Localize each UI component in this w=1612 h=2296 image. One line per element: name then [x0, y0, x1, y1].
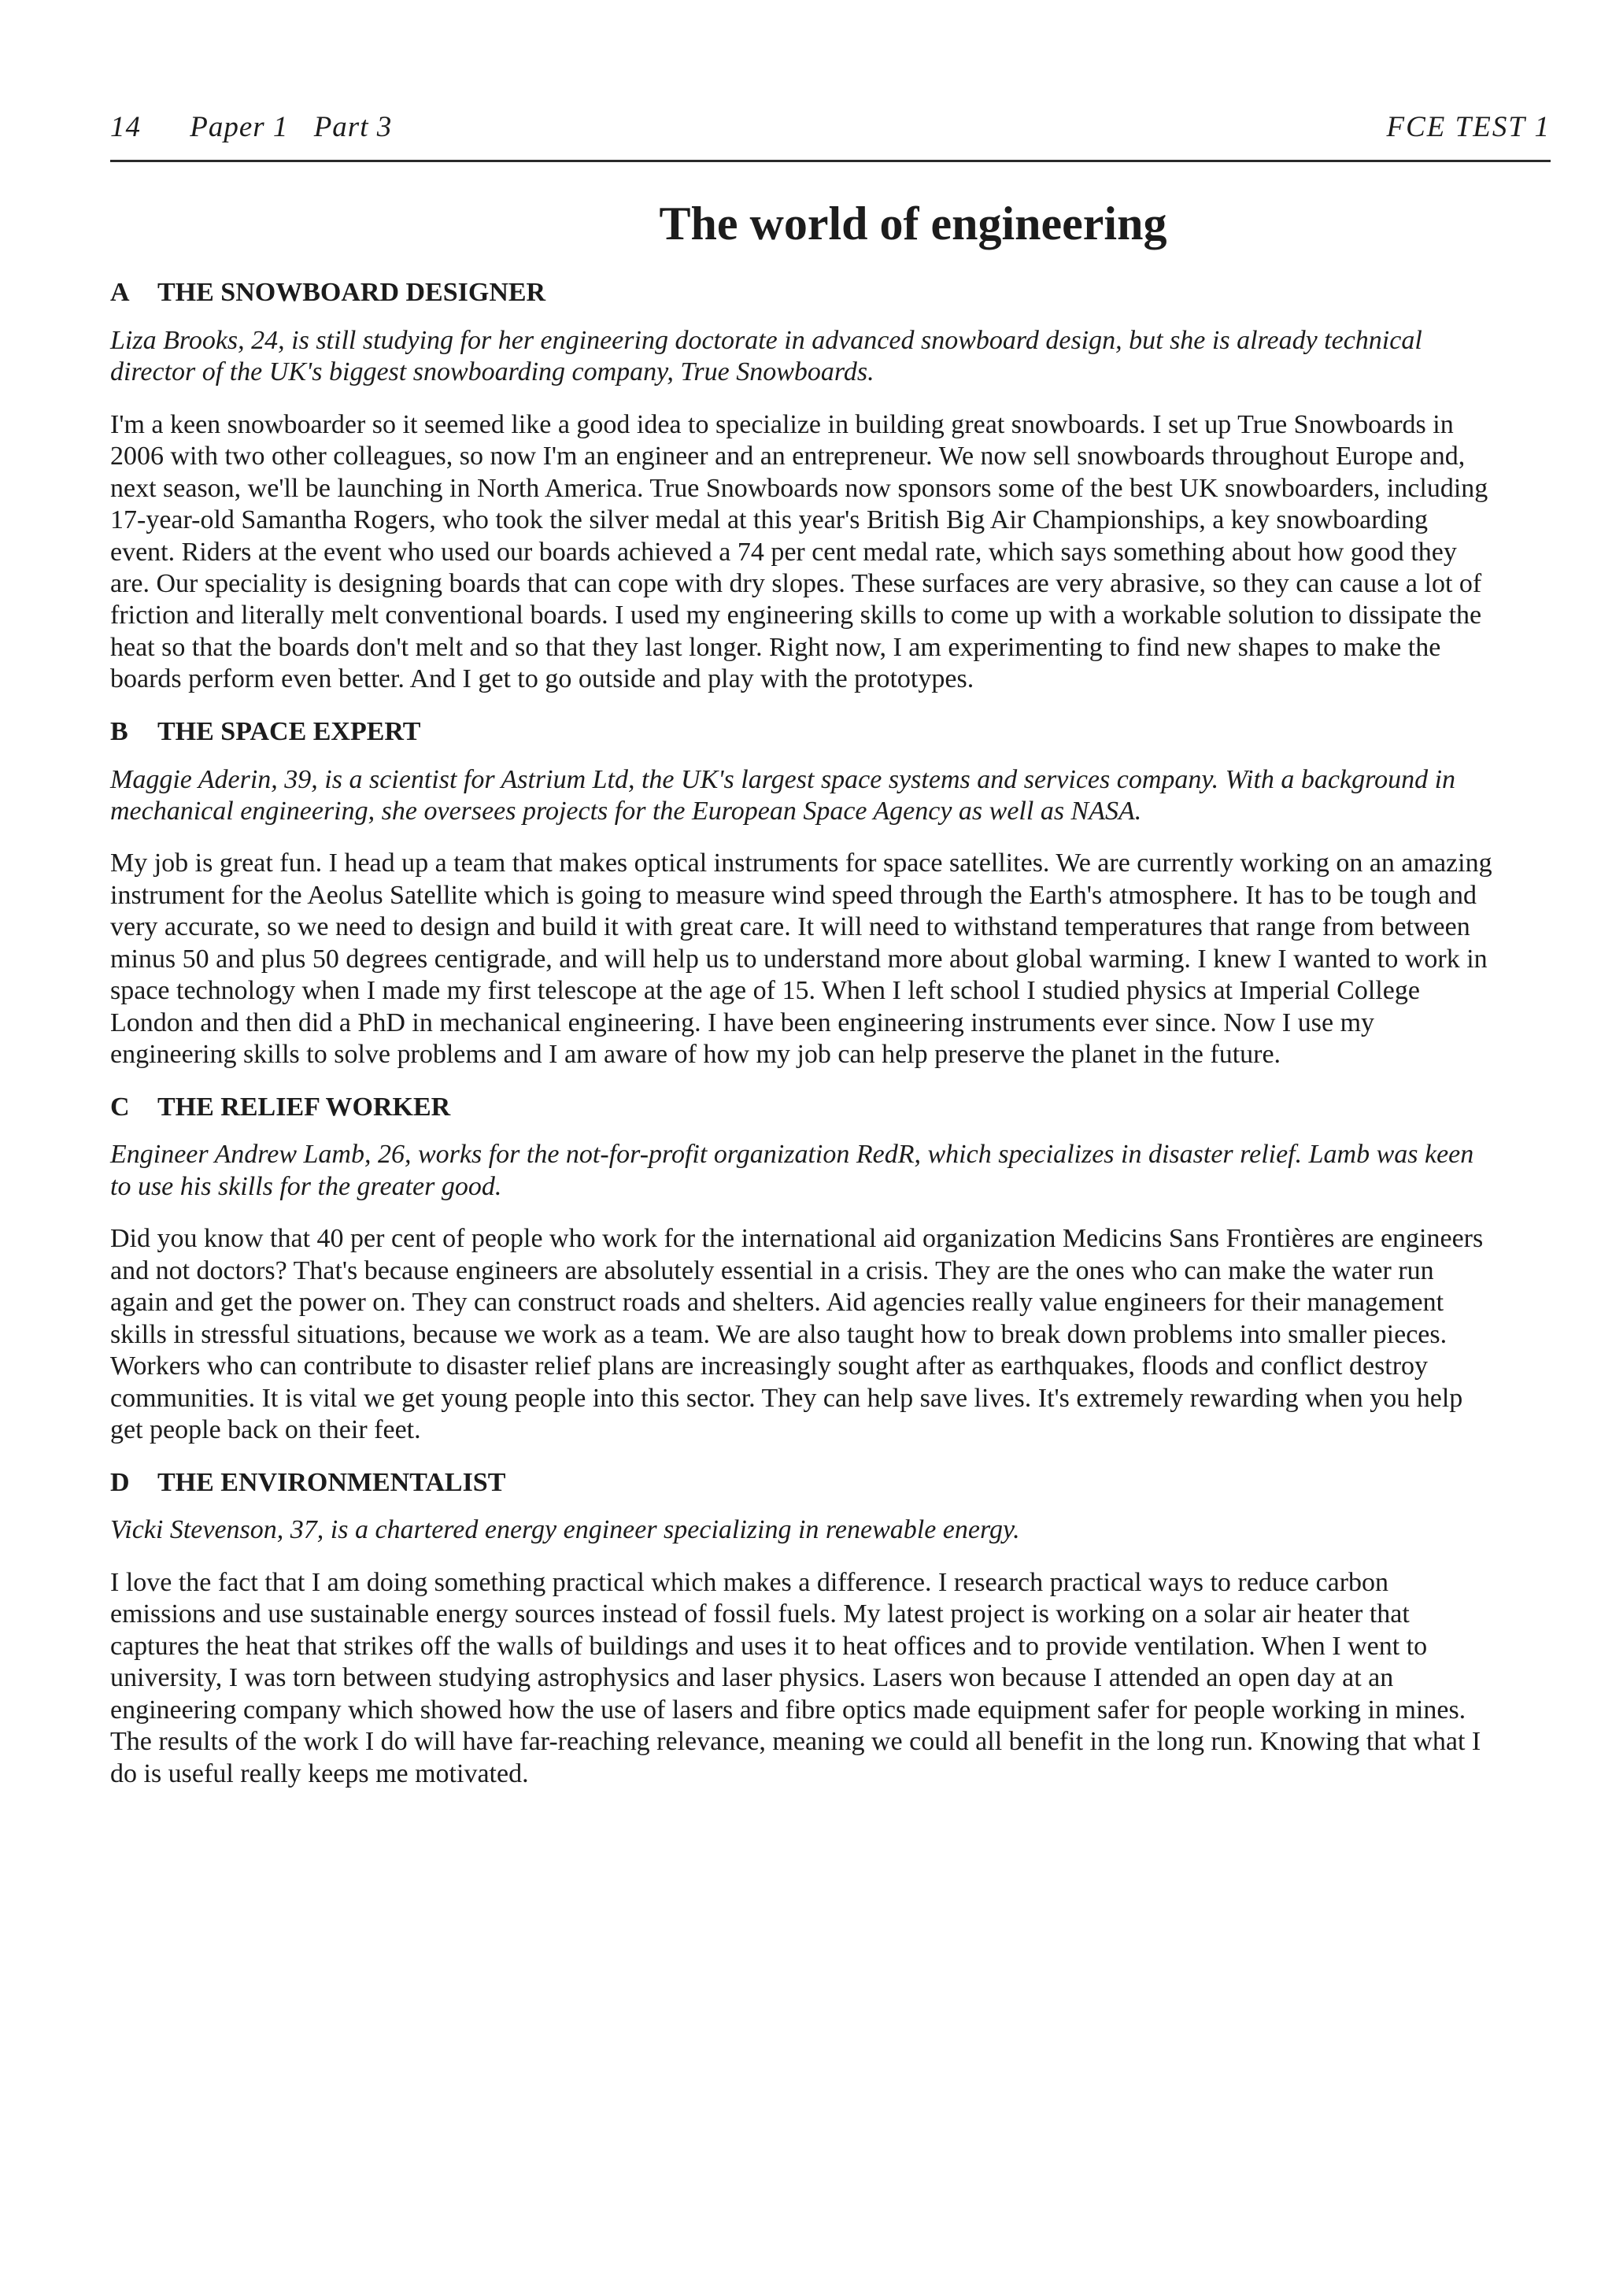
- section-title: THE ENVIRONMENTALIST: [157, 1467, 506, 1497]
- section-body: I love the fact that I am doing something practical which makes a difference. I research practical ways to reduce carbon emissions and use sustainable energy sources instead of fossil fuels. My latest project is working on a solar air heater that captures the heat that strikes off the walls of buildings and uses it to heat offices and to provide ventilation. When I went to university, I was torn between studying astrophysics and laser physics. Lasers won because I attended an open day at an engineering company which showed how the use of lasers and fibre optics made equipment safer for people working in mines. The results of the work I do will have far-reaching relevance, meaning we could all benefit in the long run. Knowing that what I do is useful really keeps me motivated.: [110, 1567, 1481, 1788]
- section-intro: Maggie Aderin, 39, is a scientist for Astrium Ltd, the UK's largest space systems and services company. With a background in mechanical engineering, she oversees projects for the European Space Agency as well as NASA.: [110, 764, 1456, 826]
- section-b: [110, 716, 1496, 1071]
- paper-label: Paper 1: [190, 111, 289, 143]
- header-rule: [110, 160, 1551, 162]
- section-body: I'm a keen snowboarder so it seemed like a good idea to specialize in building great snowboards. I set up True Snowboards in 2006 with two other colleagues, so now I'm an engineer and an entrepreneur. We now sell snowboards throughout Europe and, next season, we'll be launching in North America. True Snowboards now sponsors some of the best UK snowboarders, including 17-year-old Samantha Rogers, who took the silver medal at this year's British Big Air Championships, a key snowboarding event. Riders at the event who used our boards achieved a 74 per cent medal rate, which says something about how good they are. Our speciality is designing boards that can cope with dry slopes. These surfaces are very abrasive, so they can cause a lot of friction and literally melt conventional boards. I used my engineering skills to come up with a workable solution to dissipate the heat so that the boards don't melt and so that they last longer. Right now, I am experimenting to find new shapes to make the boards perform even better. And I get to go outside and play with the prototypes.: [110, 409, 1488, 694]
- running-header: [110, 110, 1551, 150]
- test-label: FCE TEST 1: [1386, 111, 1551, 143]
- section-c: [110, 1092, 1496, 1447]
- section-heading: [110, 277, 1496, 309]
- section-title: THE SPACE EXPERT: [157, 716, 421, 746]
- section-title: THE RELIEF WORKER: [157, 1092, 451, 1122]
- article-body: [110, 277, 1496, 1810]
- section-body: My job is great fun. I head up a team that makes optical instruments for space satellites. We are currently working on an amazing instrument for the Aeolus Satellite which is going to measure wind speed through the Earth's atmosphere. It has to be tough and very accurate, so we need to design and build it with great care. It will need to withstand temperatures that range from between minus 50 and plus 50 degrees centigrade, and will help us to understand more about global warming. I knew I wanted to work in space technology when I made my first telescope at the age of 15. When I left school I studied physics at Imperial College London and then did a PhD in mechanical engineering. I have been engineering instruments ever since. Now I use my engineering skills to solve problems and I am aware of how my job can help preserve the planet in the future.: [110, 849, 1492, 1070]
- section-intro: Liza Brooks, 24, is still studying for her engineering doctorate in advanced snowboard design, but she is already technical director of the UK's biggest snowboarding company, True Snowboards.: [110, 325, 1422, 387]
- section-heading: [110, 1467, 1496, 1499]
- section-body: Did you know that 40 per cent of people who work for the international aid organization Medicins Sans Frontières are engineers and not doctors? That's because engineers are absolutely essential in a crisis. They are the ones who can make the water run again and get the power on. They can construct roads and shelters. Aid agencies really value engineers for their management skills in stressful situations, because we work as a team. We are also taught how to break down problems into smaller pieces. Workers who can contribute to disaster relief plans are increasingly sought after as earthquakes, floods and conflict destroy communities. It is vital we get young people into this sector. They can help save lives. It's extremely rewarding when you help get people back on their feet.: [110, 1224, 1484, 1445]
- section-d: [110, 1467, 1496, 1790]
- section-letter: A: [110, 278, 130, 307]
- section-heading: [110, 1092, 1496, 1124]
- section-letter: D: [110, 1467, 130, 1497]
- section-intro: Vicki Stevenson, 37, is a chartered energy engineer specializing in renewable energy.: [110, 1515, 1020, 1545]
- section-letter: B: [110, 716, 128, 746]
- part-label: Part 3: [313, 111, 393, 143]
- section-title: THE SNOWBOARD DESIGNER: [157, 278, 546, 307]
- section-intro: Engineer Andrew Lamb, 26, works for the not-for-profit organization RedR, which specializes in disaster relief. Lamb was keen to use his skills for the greater good.: [110, 1140, 1474, 1201]
- page-title: The world of engineering: [659, 198, 1167, 250]
- section-a: [110, 277, 1496, 696]
- header-left: [110, 110, 392, 144]
- section-letter: C: [110, 1092, 130, 1122]
- document-page: [110, 0, 1551, 2296]
- section-heading: [110, 716, 1496, 749]
- page-number: 14: [110, 111, 141, 143]
